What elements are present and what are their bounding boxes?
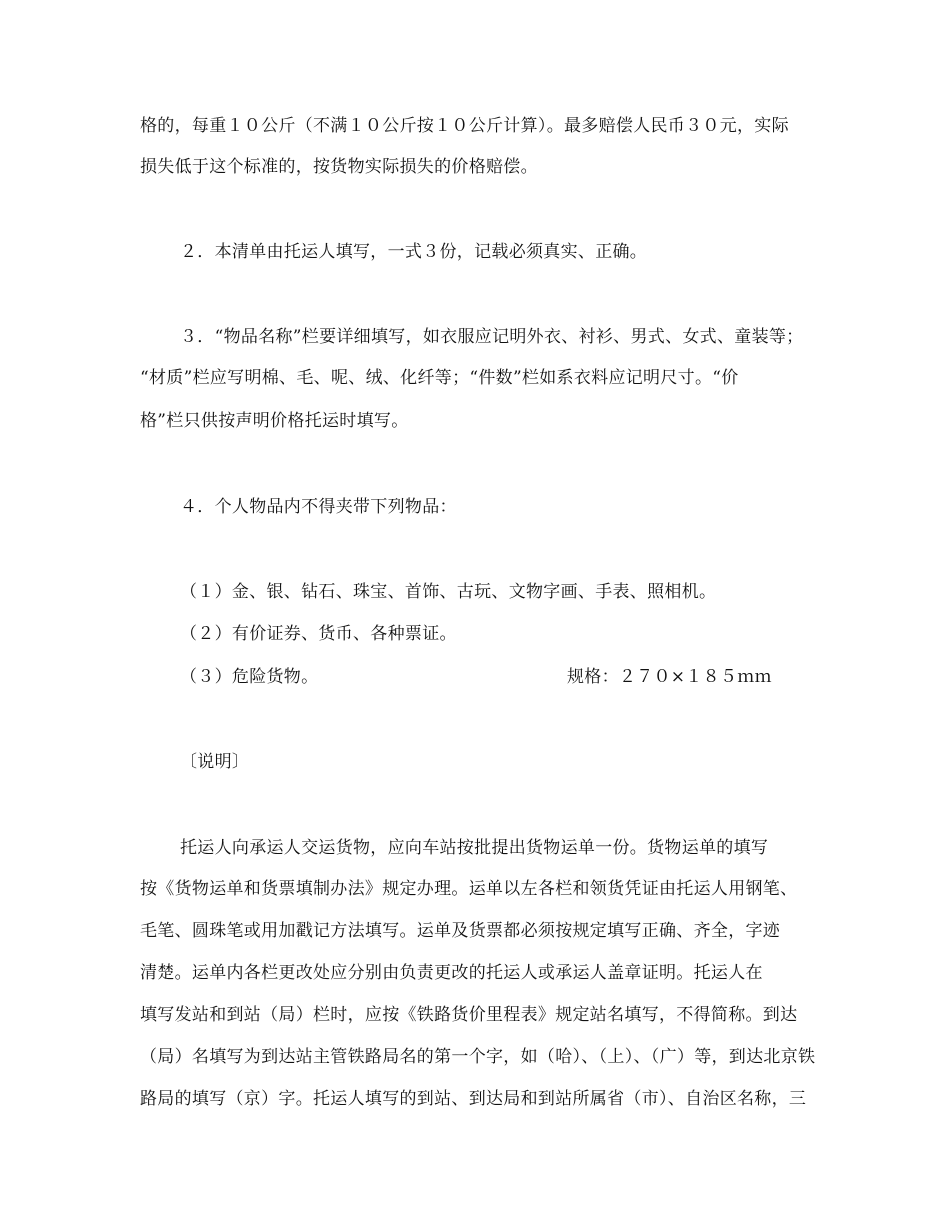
body-line-6: （局）名填写为到达站主管铁路局名的第一个字，如（哈）、（上）、（广）等，到达北京铁 [140, 1047, 816, 1067]
sub-item-3: （３）危险货物。 [180, 667, 319, 687]
sub-item-1: （１）金、银、钻石、珠宝、首饰、古玩、文物字画、手表、照相机。 [180, 582, 717, 602]
item-3-line-1: ３．“物品名称”栏要详细填写，如衣服应记明外衣、衬衫、男式、女式、童装等； [180, 327, 804, 347]
sub-item-2: （２）有价证券、货币、各种票证。 [180, 624, 457, 644]
intro-line-2: 损失低于这个标准的，按货物实际损失的价格赔偿。 [140, 157, 538, 177]
body-line-4: 清楚。运单内各栏更改处应分别由负责更改的托运人或承运人盖章证明。托运人在 [140, 963, 763, 983]
size-spec: 规格：２７０×１８５ｍｍ [567, 667, 772, 687]
body-line-5: 填写发站和到站（局）栏时，应按《铁路货价里程表》规定站名填写，不得简称。到达 [140, 1005, 798, 1025]
intro-line-1: 格的，每重１０公斤（不满１０公斤按１０公斤计算）。最多赔偿人民币３０元，实际 [140, 116, 789, 136]
section-heading: 〔说明〕 [180, 752, 250, 772]
body-line-7: 路局的填写（京）字。托运人填写的到站、到达局和到站所属省（市）、自治区名称，三 [140, 1089, 807, 1109]
item-4: ４．个人物品内不得夹带下列物品： [180, 497, 457, 517]
body-line-1: 托运人向承运人交运货物，应向车站按批提出货物运单一份。货物运单的填写 [180, 838, 769, 858]
body-line-3: 毛笔、圆珠笔或用加戳记方法填写。运单及货票都必须按规定填写正确、齐全，字迹 [140, 921, 781, 941]
body-line-2: 按《货物运单和货票填制办法》规定办理。运单以左各栏和领货凭证由托运人用钢笔、 [140, 879, 798, 899]
item-3-line-2: “材质”栏应写明棉、毛、呢、绒、化纤等；“件数”栏如系衣料应记明尺寸。“价 [140, 368, 739, 388]
item-2: ２．本清单由托运人填写，一式３份，记载必须真实、正确。 [180, 242, 648, 262]
item-3-line-3: 格”栏只供按声明价格托运时填写。 [140, 411, 409, 431]
